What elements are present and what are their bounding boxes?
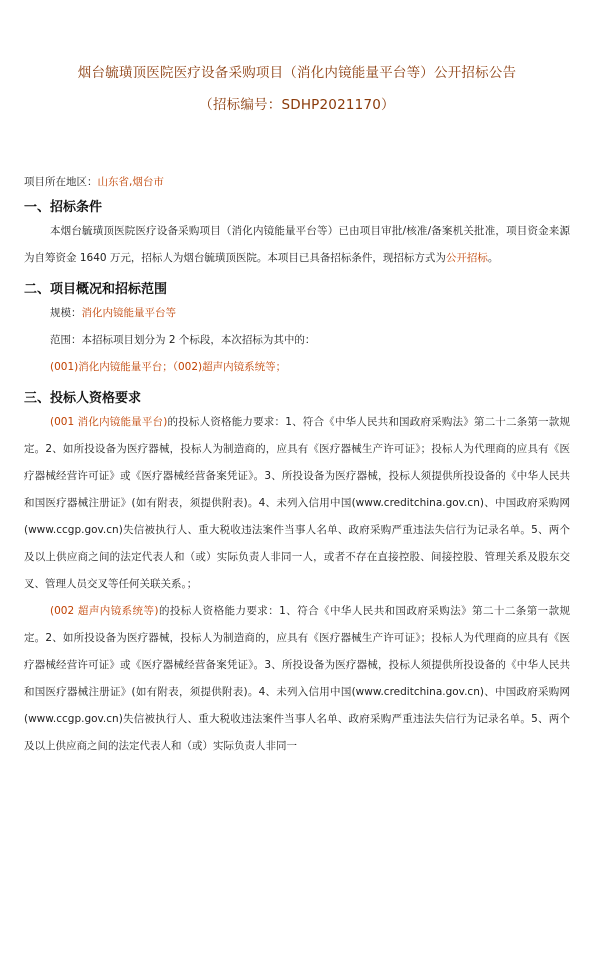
region-value: 山东省,烟台市: [97, 176, 164, 188]
page-title: 烟台毓璜顶医院医疗设备采购项目（消化内镜能量平台等）公开招标公告: [77, 65, 517, 81]
project-region: [24, 174, 570, 190]
section-heading-project-overview: 二、项目概况和招标范围: [24, 282, 168, 297]
tender-method: 公开招标: [445, 252, 488, 264]
scale-value: 消化内镜能量平台等: [81, 307, 176, 319]
lot1-qualification-paragraph: [24, 409, 570, 598]
lot2-qualification-paragraph: [24, 598, 570, 760]
lot2-name: (002 超声内镜系统等): [50, 605, 159, 617]
project-range: 范围：本招标项目划分为 2 个标段，本次招标为其中的：: [50, 334, 316, 346]
region-label: 项目所在地区：: [24, 176, 98, 188]
tender-conditions-text: 本烟台毓璜顶医院医疗设备采购项目（消化内镜能量平台等）已由项目审批/核准/备案机关批准，项目资金来源为自筹资金 1640 万元，招标人为烟台毓璜顶医院。本项目已具备招标条件，现招标方式为: [24, 225, 570, 264]
lot1-requirements: 的投标人资格能力要求：1、符合《中华人民共和国政府采购法》第二十二条第一款规定。2、如所投设备为医疗器械，投标人为制造商的，应具有《医疗器械生产许可证》；投标人为代理商的应具有《医疗器械经营许可证》或《医疗器械经营备案凭证》。3、所投设备为医疗器械，投标人须提供所投设备的《中华人民共和国医疗器械注册证》(如有附表，须提供附表)。4、未列入信用中国(www.creditchina.gov.cn)、中国政府采购网(www.ccgp.gov.cn)失信被执行人、重大税收违法案件当事人名单、政府采购严重违法失信行为记录名单。5、两个及以上供应商之间的法定代表人和（或）实际负责人非同一人，或者不存在直接控股、间接控股、管理关系及股东交叉、管理人员交叉等任何关联关系。；: [24, 416, 570, 590]
tender-number: （招标编号：SDHP2021170）: [199, 97, 395, 113]
lot2-requirements: 的投标人资格能力要求：1、符合《中华人民共和国政府采购法》第二十二条第一款规定。2、如所投设备为医疗器械，投标人为制造商的，应具有《医疗器械生产许可证》；投标人为代理商的应具有《医疗器械经营许可证》或《医疗器械经营备案凭证》。3、所投设备为医疗器械，投标人须提供所投设备的《中华人民共和国医疗器械注册证》(如有附表，须提供附表)。4、未列入信用中国(www.creditchina.gov.cn)、中国政府采购网(www.ccgp.gov.cn)失信被执行人、重大税收违法案件当事人名单、政府采购严重违法失信行为记录名单。5、两个及以上供应商之间的法定代表人和（或）实际负责人非同一: [24, 605, 570, 752]
project-lots: (001)消化内镜能量平台；（002)超声内镜系统等；: [50, 361, 287, 373]
section-heading-tender-conditions: 一、招标条件: [24, 200, 103, 215]
project-scale: [24, 300, 570, 327]
lot1-name: (001 消化内镜能量平台): [50, 416, 168, 428]
scale-label: 规模：: [50, 307, 82, 319]
tender-conditions-paragraph: [24, 218, 570, 272]
section-heading-bidder-qualifications: 三、投标人资格要求: [24, 391, 142, 406]
tender-conditions-end: 。: [487, 252, 499, 264]
